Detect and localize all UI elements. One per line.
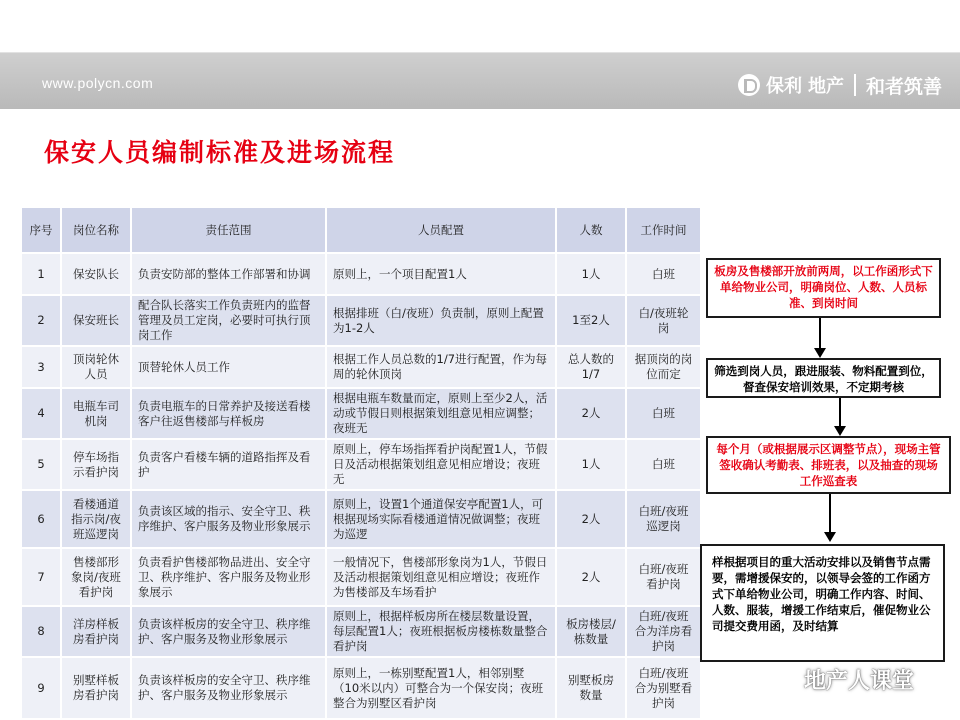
cell-post: 保安班长 [61,295,131,346]
flow-step-2: 筛选到岗人员，跟进服装、物料配置到位，督查保安培训效果，不定期考核 [706,358,941,398]
table-row [21,346,701,388]
cell-index: 6 [21,490,61,548]
flow-arrow-1-head [814,348,826,358]
cell-index: 8 [21,606,61,657]
table-header-row [21,207,701,253]
flow-arrow-2-head [834,426,846,436]
table-row [21,490,701,548]
cell-shift: 白班 [626,388,701,439]
cell-shift: 白班/夜班合为别墅看护岗 [626,657,701,719]
cell-post: 停车场指示看护岗 [61,439,131,490]
cell-shift: 白班/夜班巡逻岗 [626,490,701,548]
col-header-scope: 责任范围 [131,207,326,253]
cell-scope: 负责电瓶车的日常养护及接送看楼客户往返售楼部与样板房 [131,388,326,439]
col-header-count: 人数 [556,207,626,253]
cell-count: 1人 [556,253,626,295]
cell-post: 电瓶车司机岗 [61,388,131,439]
cell-post: 别墅样板房看护岗 [61,657,131,719]
cell-index: 4 [21,388,61,439]
flow-arrow-3 [829,494,831,534]
flow-arrow-1 [819,318,821,350]
flow-arrow-3-head [824,532,836,542]
cell-staffing: 原则上，一个项目配置1人 [326,253,556,295]
cell-staffing: 根据排班（白/夜班）负责制，原则上配置为1-2人 [326,295,556,346]
cell-index: 7 [21,548,61,606]
cell-index: 5 [21,439,61,490]
site-url: www.polycn.com [42,75,154,91]
cell-staffing: 根据电瓶车数量而定，原则上至少2人，活动或节假日则根据策划组意见相应调整；夜班无 [326,388,556,439]
cell-scope: 负责看护售楼部物品进出、安全守卫、秩序维护、客户服务及物业形象展示 [131,548,326,606]
cell-post: 洋房样板房看护岗 [61,606,131,657]
cell-count: 别墅板房数量 [556,657,626,719]
staffing-table [20,206,702,720]
cell-scope: 负责客户看楼车辆的道路指挥及看护 [131,439,326,490]
cell-scope: 顶替轮休人员工作 [131,346,326,388]
brand-logo [738,70,942,100]
brand-slogan: 和者筑善 [866,75,943,98]
col-header-index: 序号 [21,207,61,253]
cell-staffing: 一般情况下，售楼部形象岗为1人，节假日及活动根据策划组意见相应增设；夜班作为售楼部及车场看护 [326,548,556,606]
cell-shift: 白班 [626,253,701,295]
table-row [21,253,701,295]
watermark [766,664,914,695]
cell-post: 售楼部形象岗/夜班看护岗 [61,548,131,606]
watermark-text: 地产人课堂 [804,669,915,694]
cell-staffing: 原则上，根据样板房所在楼层数量设置，每层配置1人；夜班根据板房楼栋数量整合看护岗 [326,606,556,657]
cell-scope: 负责该样板房的安全守卫、秩序维护、客户服务及物业形象展示 [131,606,326,657]
cell-index: 9 [21,657,61,719]
cell-shift: 据顶岗的岗位而定 [626,346,701,388]
cell-count: 1人 [556,439,626,490]
cell-shift: 白班/夜班合为洋房看护岗 [626,606,701,657]
cell-staffing: 原则上，停车场指挥看护岗配置1人，节假日及活动根据策划组意见相应增设；夜班无 [326,439,556,490]
col-header-post: 岗位名称 [61,207,131,253]
cell-scope: 负责该区域的指示、安全守卫、秩序维护、客户服务及物业形象展示 [131,490,326,548]
table-row [21,606,701,657]
cell-count: 2人 [556,548,626,606]
cell-count: 2人 [556,388,626,439]
cell-scope: 负责该样板房的安全守卫、秩序维护、客户服务及物业形象展示 [131,657,326,719]
cell-staffing: 原则上，设置1个通道保安亭配置1人，可根据现场实际看楼通道情况做调整；夜班为巡逻 [326,490,556,548]
flow-step-1: 板房及售楼部开放前两周，以工作函形式下单给物业公司，明确岗位、人数、人员标准、到岗时间 [706,258,941,318]
col-header-shift: 工作时间 [626,207,701,253]
cell-count: 板房楼层/栋数量 [556,606,626,657]
table-body [21,253,701,719]
flow-step-4: 样根据项目的重大活动安排以及销售节点需要，需增援保安的，以领导会签的工作函方式下单给物业公司，明确工作内容、时间、人数、服装，增援工作结束后，催促物业公司提交费用函，及时结算 [700,544,945,662]
cell-shift: 白班 [626,439,701,490]
cell-index: 1 [21,253,61,295]
poly-logo-icon [738,74,760,96]
table-row [21,388,701,439]
flow-step-3: 每个月（或根据展示区调整节点），现场主管签收确认考勤表、排班表，以及抽查的现场工作巡查表 [706,436,951,494]
cell-post: 看楼通道指示岗/夜班巡逻岗 [61,490,131,548]
cell-staffing: 根据工作人员总数的1/7进行配置，作为每周的轮休顶岗 [326,346,556,388]
cell-index: 2 [21,295,61,346]
wechat-icon [766,668,796,692]
cell-scope: 配合队长落实工作负责班内的监督管理及员工定岗，必要时可执行顶岗工作 [131,295,326,346]
page-title: 保安人员编制标准及进场流程 [44,138,396,167]
col-header-staffing: 人员配置 [326,207,556,253]
flow-arrow-2 [839,398,841,428]
cell-count: 1至2人 [556,295,626,346]
brand-name: 保利 [766,76,802,97]
cell-count: 2人 [556,490,626,548]
logo-divider [854,74,856,96]
cell-shift: 白班/夜班看护岗 [626,548,701,606]
cell-scope: 负责安防部的整体工作部署和协调 [131,253,326,295]
cell-index: 3 [21,346,61,388]
cell-staffing: 原则上，一栋别墅配置1人，相邻别墅（10米以内）可整合为一个保安岗；夜班整合为别墅区看护岗 [326,657,556,719]
cell-post: 保安队长 [61,253,131,295]
table-row [21,548,701,606]
table-row [21,657,701,719]
table-row [21,295,701,346]
cell-count: 总人数的1/7 [556,346,626,388]
table-row [21,439,701,490]
cell-shift: 白/夜班轮岗 [626,295,701,346]
brand-suffix: 地产 [808,76,844,97]
cell-post: 顶岗轮休人员 [61,346,131,388]
